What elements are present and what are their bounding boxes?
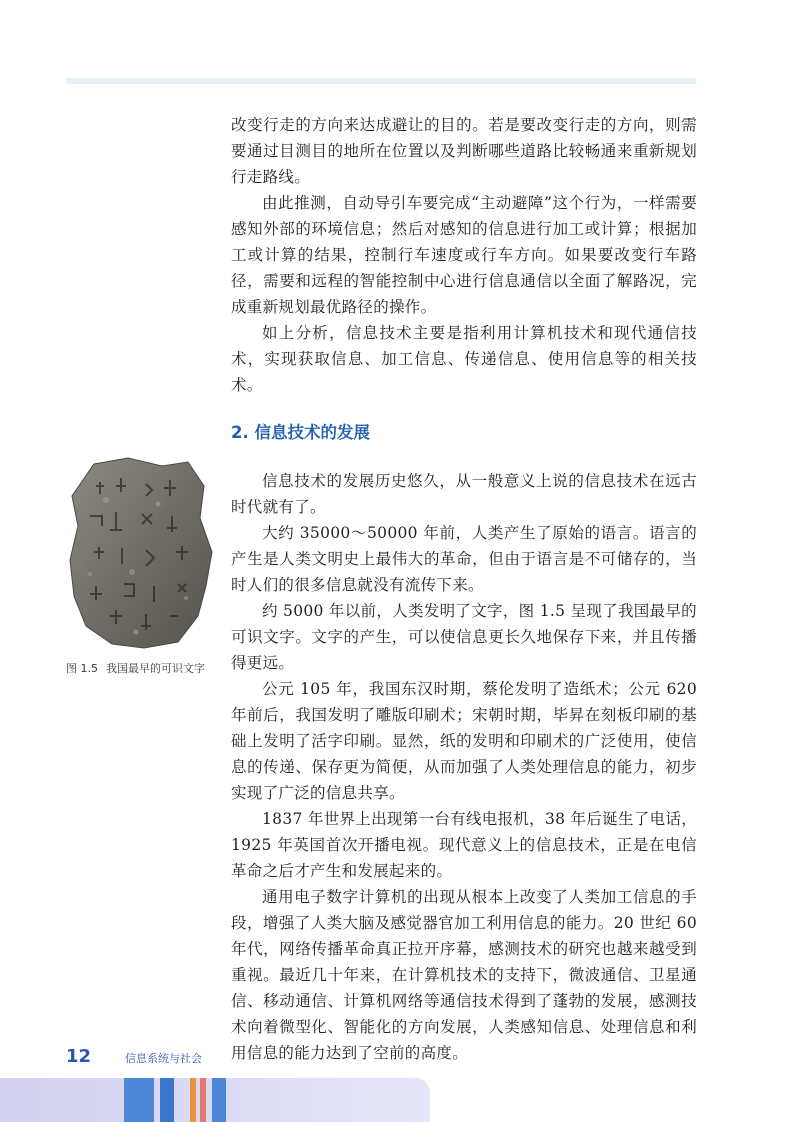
footer-stripe xyxy=(124,1078,154,1122)
book-title: 信息系统与社会 xyxy=(125,1052,202,1065)
figure-caption xyxy=(66,660,236,676)
paragraph: 如上分析，信息技术主要是指利用计算机技术和现代通信技术，实现获取信息、加工信息、传递信息、使用信息等的相关技术。 xyxy=(231,324,697,394)
paragraph: 由此推测，自动导引车要完成“主动避障”这个行为，一样需要感知外部的环境信息；然后对感知的信息进行加工或计算；根据加工或计算的结果，控制行车速度或行车方向。如果要改变行车路径，需要和远程的智能控制中心进行信息通信以全面了解路况，完成重新规划最优路径的操作。 xyxy=(231,194,697,316)
footer-stripe xyxy=(160,1078,174,1122)
footer-stripe xyxy=(212,1078,226,1122)
figure-caption-text: 我国最早的可识文字 xyxy=(106,662,205,675)
figure-number: 图 1.5 xyxy=(66,662,98,675)
paragraph: 公元 105 年，我国东汉时期，蔡伦发明了造纸术；公元 620 年前后，我国发明了雕版印刷术；宋朝时期，毕昇在刻板印刷的基础上发明了活字印刷。显然，纸的发明和印刷术的广泛使用，使信息的传递、保存更为简便，从而加强了人类处理信息的能力，初步实现了广泛的信息共享。 xyxy=(231,680,697,802)
oracle-bone-image xyxy=(66,456,216,650)
paragraph: 大约 35000～50000 年前，人类产生了原始的语言。语言的产生是人类文明史上最伟大的革命，但由于语言是不可储存的，当时人们的很多信息就没有流传下来。 xyxy=(231,524,697,594)
paragraph: 通用电子数字计算机的出现从根本上改变了人类加工信息的手段，增强了人类大脑及感觉器官加工利用信息的能力。20 世纪 60 年代，网络传播革命真正拉开序幕，感测技术的研究也越来越受到重视。最近几十年来，在计算机技术的支持下，微波通信、卫星通信、移动通信、计算机网络等通信技术得到了蓬勃的发展，感测技术向着微型化、智能化的方向发展，人类感知信息、处理信息和利用信息的能力达到了空前的高度。 xyxy=(231,888,697,1062)
main-text-column xyxy=(231,112,697,1066)
header-rule xyxy=(66,78,696,84)
section-heading: 2. 信息技术的发展 xyxy=(231,423,370,442)
paragraph: 改变行走的方向来达成避让的目的。若是要改变行走的方向，则需要通过目测目的地所在位置以及判断哪些道路比较畅通来重新规划行走路线。 xyxy=(231,116,697,186)
paragraph: 信息技术的发展历史悠久，从一般意义上说的信息技术在远古时代就有了。 xyxy=(231,472,697,516)
paragraph: 约 5000 年以前，人类发明了文字，图 1.5 呈现了我国最早的可识文字。文字的产生，可以使信息更长久地保存下来，并且传播得更远。 xyxy=(231,602,697,672)
paragraph: 1837 年世界上出现第一台有线电报机，38 年后诞生了电话，1925 年英国首次开播电视。现代意义上的信息技术，正是在电信革命之后才产生和发展起来的。 xyxy=(231,810,697,880)
footer-stripe xyxy=(200,1078,206,1122)
footer-stripe xyxy=(190,1078,196,1122)
page-number: 12 xyxy=(66,1046,92,1067)
